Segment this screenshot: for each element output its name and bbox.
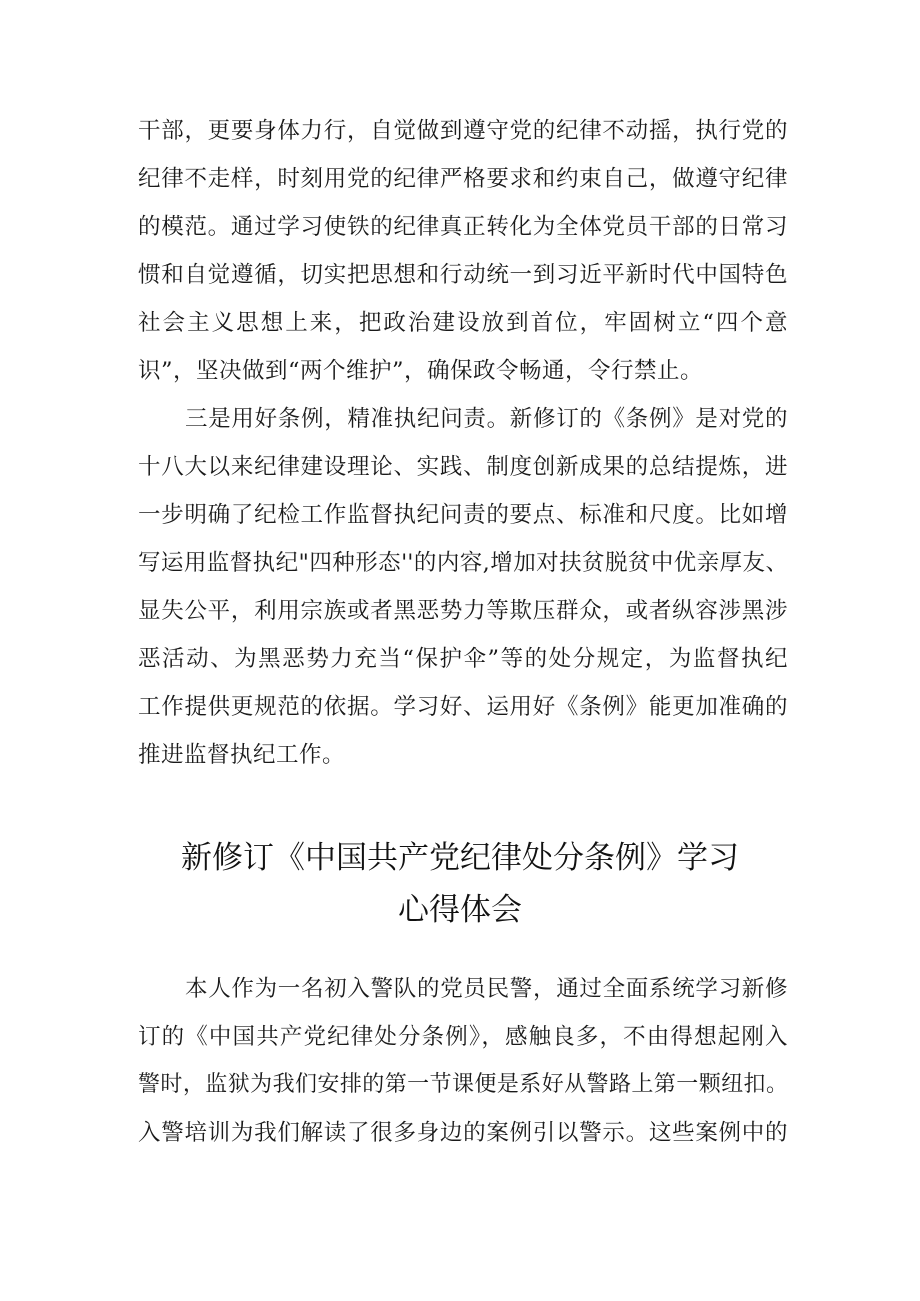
paragraph-2-line-1: 三是用好条例，精准执纪问责。新修订的《条例》是对党的: [185, 406, 788, 432]
paragraph-3-line-2: 订的《中国共产党纪律处分条例》，感触良多，不由得想起刚入: [138, 1024, 788, 1050]
paragraph-3-line-1: 本人作为一名初入警队的党员民警，通过全面系统学习新修: [185, 976, 788, 1002]
paragraph-2-line-5: 显失公平，利用宗族或者黑恶势力等欺压群众，或者纵容涉黑涉: [138, 598, 788, 624]
paragraph-3-line-3: 警时，监狱为我们安排的第一节课便是系好从警路上第一颗纽扣。: [138, 1072, 788, 1097]
paragraph-3-line-4: 入警培训为我们解读了很多身边的案例引以警示。这些案例中的: [138, 1120, 788, 1146]
paragraph-2-line-6: 恶活动、为黑恶势力充当“保护伞”等的处分规定，为监督执纪: [138, 646, 788, 672]
article-title-line-2: 心得体会: [398, 892, 522, 928]
paragraph-2-line-4: 写运用监督执纪"四种形态''的内容,增加对扶贫脱贫中优亲厚友、: [138, 550, 788, 576]
paragraph-1-line-1: 干部，更要身体力行，自觉做到遵守党的纪律不动摇，执行党的: [138, 118, 788, 144]
paragraph-2-line-2: 十八大以来纪律建设理论、实践、制度创新成果的总结提炼，进: [138, 454, 788, 480]
paragraph-2-line-7: 工作提供更规范的依据。学习好、运用好《条例》能更加准确的: [138, 694, 788, 720]
paragraph-1-line-3: 的模范。通过学习使铁的纪律真正转化为全体党员干部的日常习: [138, 214, 788, 240]
paragraph-1-line-6: 识”，坚决做到“两个维护”，确保政令畅通，令行禁止。: [138, 358, 704, 384]
article-title-line-1: 新修订《中国共产党纪律处分条例》学习: [181, 840, 739, 876]
paragraph-2-line-8: 推进监督执纪工作。: [138, 742, 346, 768]
paragraph-1-line-2: 纪律不走样，时刻用党的纪律严格要求和约束自己，做遵守纪律: [138, 166, 788, 192]
paragraph-2-line-3: 一步明确了纪检工作监督执纪问责的要点、标准和尺度。比如增: [138, 502, 788, 528]
paragraph-1-line-5: 社会主义思想上来，把政治建设放到首位，牢固树立“四个意: [138, 310, 788, 336]
paragraph-1-line-4: 惯和自觉遵循，切实把思想和行动统一到习近平新时代中国特色: [138, 262, 788, 288]
